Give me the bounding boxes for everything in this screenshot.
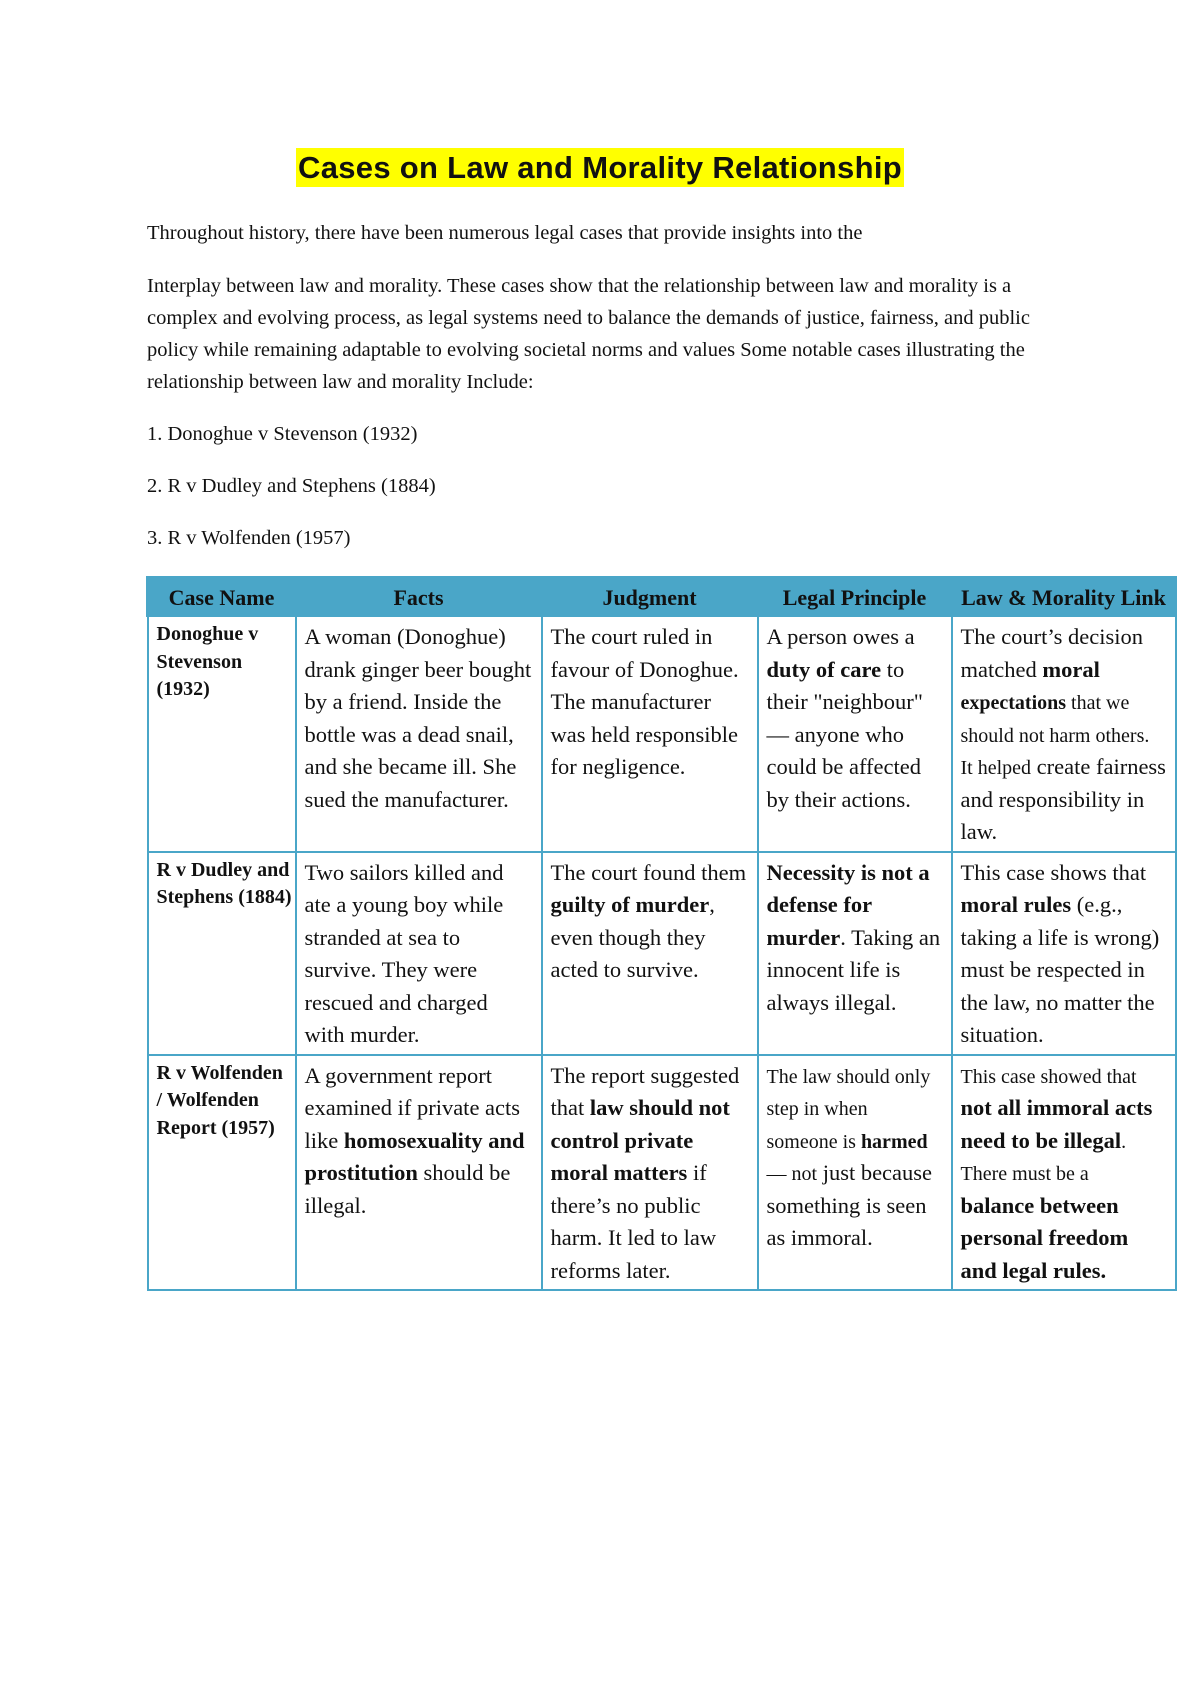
intro-paragraph-1: Throughout history, there have been numerous legal cases that provide insights into the <box>147 222 863 244</box>
facts-cell: A woman (Donoghue) drank ginger beer bought by a friend. Inside the bottle was a dead snail, and she became ill. She sued the manufacturer. <box>296 616 542 852</box>
page-title-text: Cases on Law and Morality Relationship <box>298 150 902 185</box>
facts-cell: Two sailors killed and ate a young boy while stranded at sea to survive. They were rescued and charged with murder. <box>296 852 542 1055</box>
principle-cell: A person owes a duty of care to their "neighbour" — anyone who could be affected by their actions. <box>758 616 952 852</box>
link-cell: This case showed that not all immoral acts need to be illegal. There must be a balance between personal freedom and legal rules. <box>952 1055 1176 1291</box>
header-law-morality-link: Law & Morality Link <box>952 576 1176 616</box>
link-cell: The court’s decision matched moral expectations that we should not harm others. It helped create fairness and responsibility in law. <box>952 616 1176 852</box>
principle-cell: The law should only step in when someone is harmed — not just because something is seen as immoral. <box>758 1055 952 1291</box>
header-case-name: Case Name <box>148 576 296 616</box>
header-legal-principle: Legal Principle <box>758 576 952 616</box>
page-title <box>0 150 1200 186</box>
link-cell: This case shows that moral rules (e.g., taking a life is wrong) must be respected in the law, no matter the situation. <box>952 852 1176 1055</box>
intro-paragraph-2: Interplay between law and morality. These cases show that the relationship between law and morality is a complex and evolving process, as legal systems need to balance the demands of justice, fairness, and public policy while remaining adaptable to evolving societal norms and values Some notable cases illustrating the relationship between law and morality Include: <box>147 275 1030 393</box>
case-name-cell: Donoghue v Stevenson (1932) <box>148 616 296 852</box>
judgment-cell: The court ruled in favour of Donoghue. The manufacturer was held responsible for negligence. <box>542 616 758 852</box>
table-row <box>148 616 1176 852</box>
case-name-cell: R v Dudley and Stephens (1884) <box>148 852 296 1055</box>
table-row <box>148 852 1176 1055</box>
principle-cell: Necessity is not a defense for murder. Taking an innocent life is always illegal. <box>758 852 952 1055</box>
table-header-row <box>148 576 1176 616</box>
list-item: 3. R v Wolfenden (1957) <box>147 527 351 549</box>
cases-table <box>146 576 1177 1291</box>
header-judgment: Judgment <box>542 576 758 616</box>
list-item: 1. Donoghue v Stevenson (1932) <box>147 423 418 445</box>
facts-cell: A government report examined if private acts like homosexuality and prostitution should be illegal. <box>296 1055 542 1291</box>
case-name-cell: R v Wolfenden / Wolfenden Report (1957) <box>148 1055 296 1291</box>
judgment-cell: The report suggested that law should not control private moral matters if there’s no public harm. It led to law reforms later. <box>542 1055 758 1291</box>
header-facts: Facts <box>296 576 542 616</box>
list-item: 2. R v Dudley and Stephens (1884) <box>147 475 436 497</box>
table-row <box>148 1055 1176 1291</box>
judgment-cell: The court found them guilty of murder, even though they acted to survive. <box>542 852 758 1055</box>
